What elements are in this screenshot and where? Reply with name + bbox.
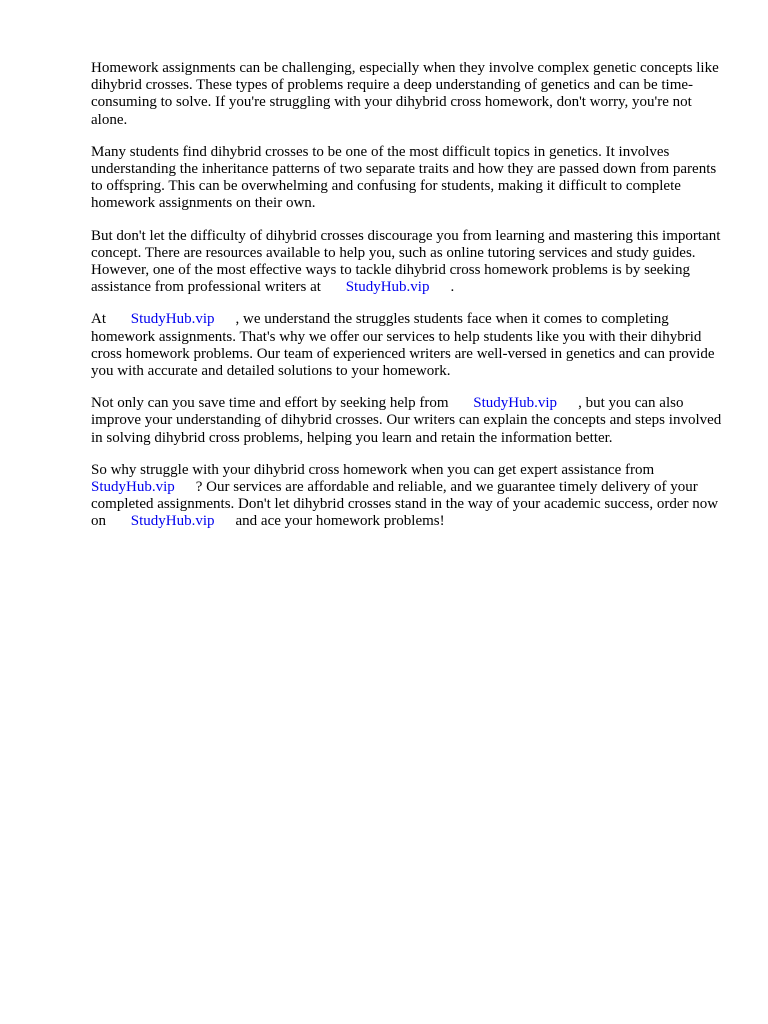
paragraph-benefits-start: Not only can you save time and effort by seeking help from bbox=[91, 395, 449, 412]
studyhub-link[interactable]: StudyHub.vip bbox=[130, 311, 215, 328]
paragraph-conclusion-middle: ? Our services are affordable and reliable, and we guarantee timely delivery of your completed assignments. Don't let dihybrid crosses stand in the way of your academic success, order now on bbox=[91, 479, 719, 530]
studyhub-link[interactable]: StudyHub.vip bbox=[91, 479, 175, 496]
paragraph-benefits-text: , but you can also improve your understanding of dihybrid crosses. Our writers can explain the concepts and steps involved in solving dihybrid cross problems, helping you learn and retain the information better. bbox=[91, 395, 722, 446]
paragraph-intro-text: Homework assignments can be challenging, especially when they involve complex genetic concepts like dihybrid crosses. These types of problems require a deep understanding of genetics and can be time-consuming to solve. If you're struggling with your dihybrid cross homework, don't worry, you're not alone. bbox=[91, 60, 719, 128]
paragraph-benefits bbox=[91, 395, 723, 447]
paragraph-services-text: , we understand the struggles students face when it comes to completing homework assignments. That's why we offer our services to help students like you with their dihybrid cross homework problems. Our team of experienced writers are well-versed in genetics and can provide you with accurate and detailed solutions to your homework. bbox=[91, 311, 715, 380]
paragraph-intro bbox=[91, 60, 723, 129]
paragraph-conclusion-end: and ace your homework problems! bbox=[235, 513, 445, 530]
paragraph-services-start: At bbox=[91, 311, 106, 328]
paragraph-resources-text: But don't let the difficulty of dihybrid crosses discourage you from learning and mastering this important concept. There are resources available to help you, such as online tutoring services and study guides. However, one of the most effective ways to tackle dihybrid cross homework problems is by seeking assistance from professional writers at bbox=[91, 227, 721, 296]
document-body bbox=[91, 60, 723, 546]
paragraph-services bbox=[91, 311, 723, 380]
studyhub-link[interactable]: StudyHub.vip bbox=[473, 395, 558, 412]
paragraph-difficulty-text: Many students find dihybrid crosses to be one of the most difficult topics in genetics. It involves understanding the inheritance patterns of two separate traits and how they are passed down from parents to offspring. This can be overwhelming and confusing for students, making it difficult to complete homework assignments on their own. bbox=[91, 143, 717, 212]
studyhub-link[interactable]: StudyHub.vip bbox=[345, 279, 430, 296]
studyhub-link[interactable]: StudyHub.vip bbox=[130, 513, 215, 530]
paragraph-resources-end: . bbox=[450, 279, 455, 296]
paragraph-conclusion-start: So why struggle with your dihybrid cross homework when you can get expert assistance from bbox=[91, 461, 655, 478]
paragraph-difficulty bbox=[91, 144, 723, 213]
paragraph-resources bbox=[91, 228, 723, 297]
paragraph-conclusion bbox=[91, 462, 723, 531]
